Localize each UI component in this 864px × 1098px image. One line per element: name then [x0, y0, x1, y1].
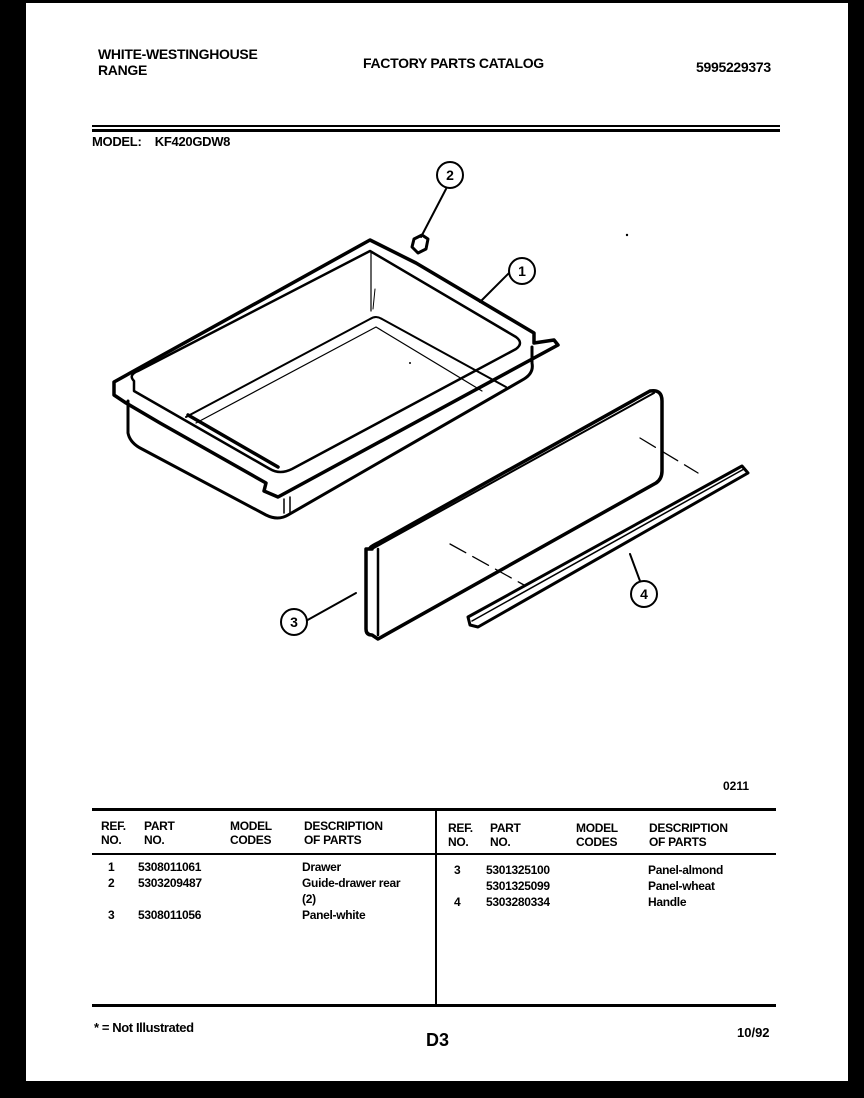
guide-illustration	[412, 235, 428, 253]
model-line	[92, 134, 230, 150]
not-illustrated-note: * = Not Illustrated	[94, 1020, 194, 1035]
col-header-part: PART NO.	[144, 819, 175, 847]
callout-3: 3	[280, 608, 308, 636]
col-header-model-codes: MODEL CODES	[230, 819, 272, 847]
page-title: FACTORY PARTS CATALOG	[363, 55, 544, 71]
page-code: D3	[426, 1030, 450, 1050]
table-divider	[435, 808, 437, 1006]
drawer-illustration	[114, 240, 558, 518]
brand-name	[98, 46, 257, 78]
col-header-part: PART NO.	[490, 821, 521, 849]
table-header-rule	[92, 853, 776, 855]
callout-2: 2	[436, 161, 464, 189]
model-number: KF420GDW8	[154, 134, 231, 149]
col-header-model-codes: MODEL CODES	[576, 821, 618, 849]
catalog-number: 5995229373	[696, 59, 771, 75]
table-bottom-rule	[92, 1004, 776, 1007]
header-rule-thick	[92, 129, 780, 132]
figure-code: 0211	[723, 779, 750, 793]
table-top-rule	[92, 808, 776, 811]
callout-4: 4	[630, 580, 658, 608]
col-header-ref: REF. NO.	[448, 821, 473, 849]
brand-line-1: WHITE-WESTINGHOUSE	[98, 46, 258, 62]
header-rule-thin	[92, 125, 780, 127]
model-label: MODEL:	[92, 134, 142, 149]
revision-date: 10/92	[737, 1025, 770, 1040]
col-header-description: DESCRIPTION OF PARTS	[304, 819, 383, 847]
handle-illustration	[468, 466, 748, 627]
brand-line-2: RANGE	[98, 62, 148, 78]
col-header-description: DESCRIPTION OF PARTS	[649, 821, 728, 849]
catalog-page: WHITE-WESTINGHOUSE RANGE FACTORY PARTS CATALOG 5995229373 MODEL: KF420GDW8 2 1 3 4 0211 REF. NO. PART NO. MODEL CODES DESCRIPTION OF PARTS 1 5308011061 Drawer 2 5303209487 Guide-drawer rear (2) 3 5308011056 Panel-white REF. NO. PART NO. MODEL CODES DESCRIPTION OF PARTS 3 5301325100 Panel-almond 5301325099 Panel-wheat 4 5303280334 Handle * = Not Illustrated D3 10/92	[26, 3, 848, 1081]
col-header-ref: REF. NO.	[101, 819, 126, 847]
callout-1: 1	[508, 257, 536, 285]
exploded-parts-diagram	[26, 153, 848, 653]
